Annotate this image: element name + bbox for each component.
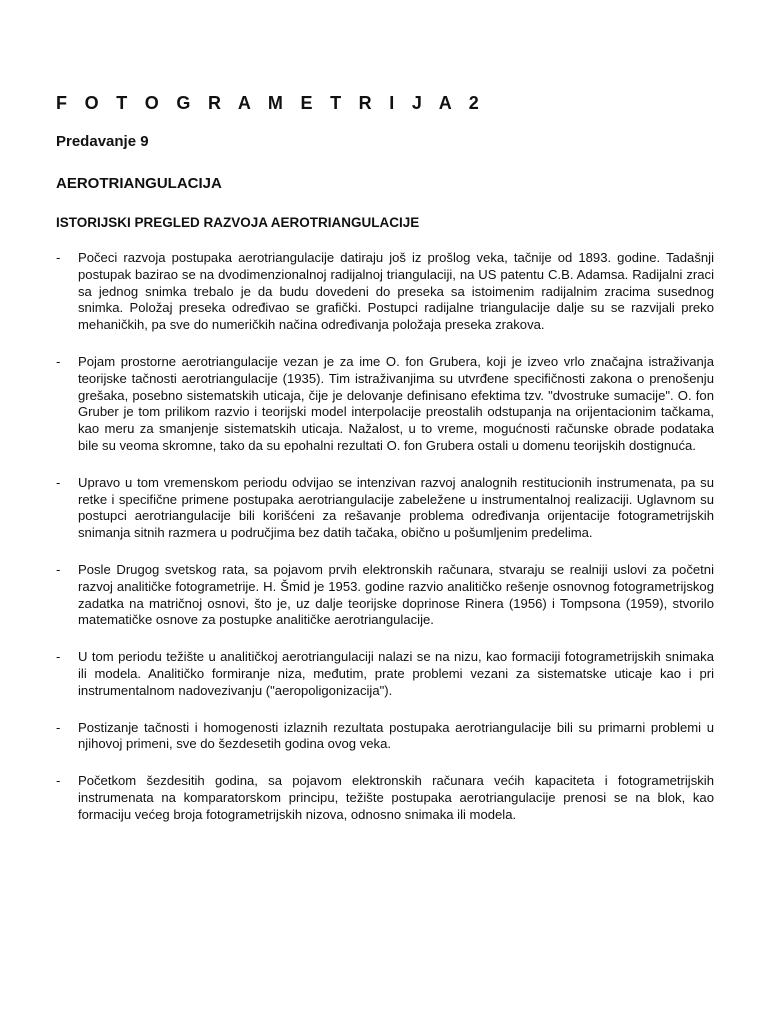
- paragraph-text: U tom periodu težište u analitičkoj aerotriangulaciji nalazi se na nizu, kao formaciji fotogrametrijskih snimaka ili modela. Analitičko formiranje niza, međutim, prate problemi vezani za sistematske uticaje kao i pri instrumentalnom nadovezivanju ("aeropoligonizacija").: [78, 649, 714, 698]
- list-item: [56, 720, 714, 754]
- paragraph-list: [56, 250, 714, 824]
- bullet-dash: -: [56, 719, 61, 735]
- list-item: [56, 773, 714, 823]
- list-item: [56, 354, 714, 455]
- list-item: [56, 562, 714, 629]
- bullet-dash: -: [56, 561, 61, 577]
- subsection-title: ISTORIJSKI PREGLED RAZVOJA AEROTRIANGULACIJE: [56, 215, 420, 230]
- bullet-dash: -: [56, 353, 61, 369]
- paragraph-text: Počeci razvoja postupaka aerotriangulacije datiraju još iz prošlog veka, tačnije od 1893. godine. Tadašnji postupak bazirao se na dvodimenzionalnoj radijalnoj triangulaciji, na US patentu C.B. Adamsa. Radijalni zraci sa jednog snimka trebalo je da budu dovedeni do preseka sa istoimenim radijalnim zracima susednog snimka. Položaj preseka određivao se grafički. Postupci radijalne triangulacije dalje su se razvijali preko mehaničkih, pa sve do numeričkih načina određivanja položaja preseka zrakova.: [78, 250, 714, 333]
- bullet-dash: -: [56, 250, 61, 265]
- paragraph-text: Postizanje tačnosti i homogenosti izlaznih rezultata postupaka aerotriangulacije bili su primarni problemi u njihovoj primeni, sve do šezdesetih godina ovog veka.: [78, 719, 714, 752]
- list-item: [56, 475, 714, 542]
- list-item: [56, 649, 714, 699]
- bullet-dash: -: [56, 649, 61, 665]
- list-item: [56, 250, 714, 334]
- paragraph-text: Posle Drugog svetskog rata, sa pojavom prvih elektronskih računara, stvaraju se realniji uslovi za početni razvoj analitičke fotogrametrije. H. Šmid je 1953. godine razvio analitičko rešenje osnovnog fotogrametrijskog zadatka na matričnoj osnovi, što je, uz dalje teorijske doprinose Rinera (1956) i Tompsona (1959), stvorilo matematičke osnove za postupke analitičke aerotriangulacije.: [78, 561, 714, 628]
- bullet-dash: -: [56, 773, 61, 789]
- paragraph-text: Pojam prostorne aerotriangulacije vezan je za ime O. fon Grubera, koji je izveo vrlo značajna istraživanja teorijske tačnosti aerotriangulacije (1935). Tim istraživanjima su utvrđene specifičnosti zakona o prenošenju grešaka, posebno sistematskih uticaja, čije je delovanje definisano efektima tzv. "dvostruke sumacije". O. fon Gruber je tom prilikom razvio i teorijski model interpolacije preostalih odstupanja na orijentacionim tačkama, kao meru za smanjenje sistematskih uticaja. Nažalost, u to vreme, mogućnosti računske obrade podataka bile su veoma skromne, tako da su epohalni rezultati O. fon Grubera ostali u domenu teorijskih dostignuća.: [78, 353, 714, 453]
- course-title: F O T O G R A M E T R I J A 2: [56, 93, 486, 113]
- paragraph-text: Početkom šezdesitih godina, sa pojavom elektronskih računara većih kapaciteta i fotogrametrijskih instrumenata na komparatorskom principu, težište postupaka aerotriangulacije prenosi se na blok, kao formaciju većeg broja fotogrametrijskih nizova, odnosno snimaka ili modela.: [78, 773, 714, 822]
- bullet-dash: -: [56, 474, 61, 490]
- lecture-heading: Predavanje 9: [56, 133, 149, 150]
- section-title: AEROTRIANGULACIJA: [56, 175, 222, 192]
- document-page: [56, 92, 714, 844]
- paragraph-text: Upravo u tom vremenskom periodu odvijao se intenzivan razvoj analognih restitucionih instrumenata, pa su retke i specifične primene postupaka aerotriangulacije zabeležene u instrumentalnoj realizaciji. Uglavnom su postupci aerotriangulacije bili korišćeni za rešavanje problema određivanja orijentacije fotogrametrijskih snimanja sitnih razmera u područjima bez datih tačaka, obično u pošumljenim predelima.: [78, 474, 714, 541]
